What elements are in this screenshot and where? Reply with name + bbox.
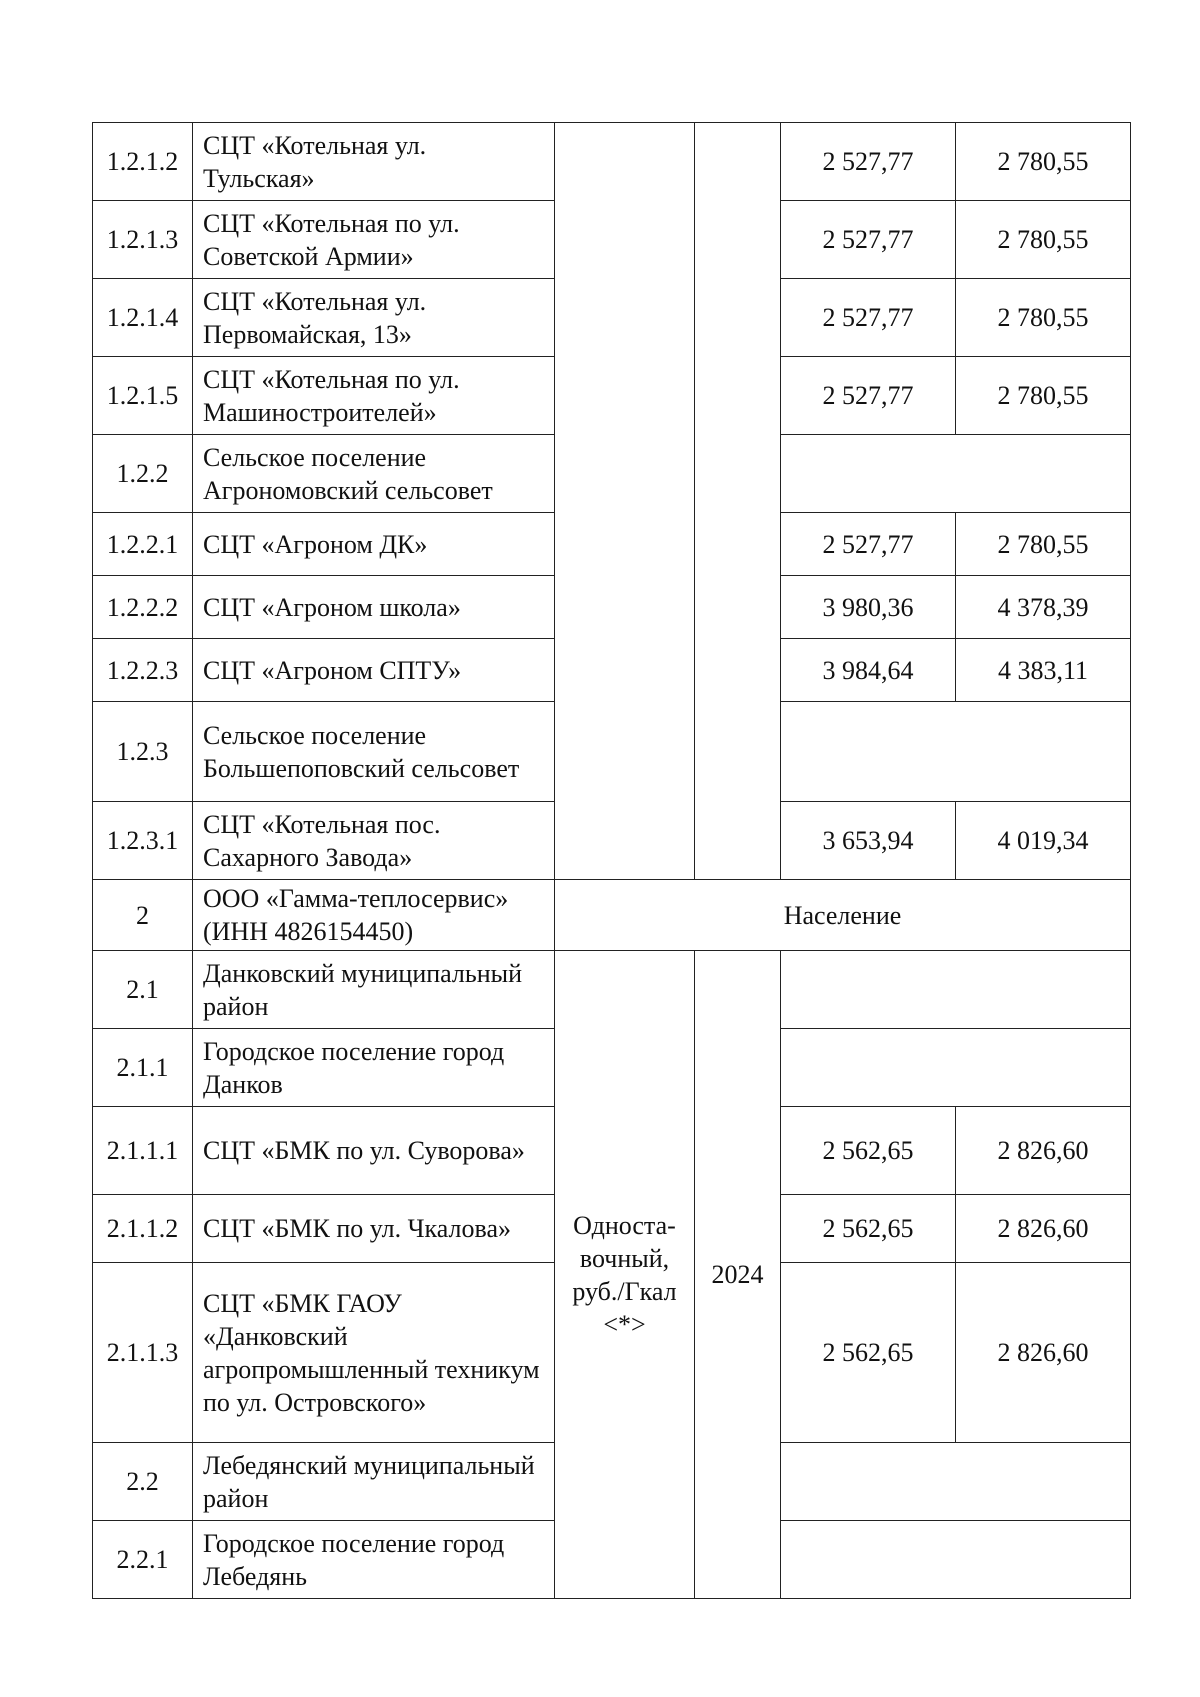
table-row xyxy=(93,123,1131,201)
row-number: 1.2.2 xyxy=(93,435,193,513)
row-name: Лебедянский муниципальный район xyxy=(193,1443,555,1521)
value-2: 2 780,55 xyxy=(956,513,1131,576)
row-number: 2.1.1.3 xyxy=(93,1263,193,1443)
value-cell-empty xyxy=(781,1029,1131,1107)
row-number: 2.1.1.2 xyxy=(93,1195,193,1263)
value-cell-empty xyxy=(781,1521,1131,1599)
value-2: 2 780,55 xyxy=(956,357,1131,435)
table-row xyxy=(93,951,1131,1029)
row-number: 2.1.1 xyxy=(93,1029,193,1107)
tariff-year: 2024 xyxy=(695,951,781,1599)
value-2: 2 780,55 xyxy=(956,201,1131,279)
value-1: 2 562,65 xyxy=(781,1107,956,1195)
value-1: 3 653,94 xyxy=(781,802,956,880)
row-name: СЦТ «Котельная ул. Первомайская, 13» xyxy=(193,279,555,357)
value-2: 4 378,39 xyxy=(956,576,1131,639)
value-1: 2 527,77 xyxy=(781,513,956,576)
value-1: 2 527,77 xyxy=(781,201,956,279)
row-name: СЦТ «Котельная пос. Сахарного Завода» xyxy=(193,802,555,880)
tariff-table xyxy=(92,122,1131,1599)
row-number: 1.2.3 xyxy=(93,702,193,802)
row-name: Данковский муниципальный район xyxy=(193,951,555,1029)
row-name: Городское поселение город Лебедянь xyxy=(193,1521,555,1599)
row-name: СЦТ «Агроном школа» xyxy=(193,576,555,639)
row-number: 2.1.1.1 xyxy=(93,1107,193,1195)
tariff-type: Односта-вочный, руб./Гкал <*> xyxy=(555,951,695,1599)
row-name: Сельское поселение Агрономовский сельсовет xyxy=(193,435,555,513)
value-1: 3 984,64 xyxy=(781,639,956,702)
row-name: СЦТ «БМК по ул. Суворова» xyxy=(193,1107,555,1195)
value-1: 2 562,65 xyxy=(781,1263,956,1443)
value-1: 2 527,77 xyxy=(781,123,956,201)
value-1: 2 562,65 xyxy=(781,1195,956,1263)
row-number: 1.2.2.3 xyxy=(93,639,193,702)
value-1: 2 527,77 xyxy=(781,279,956,357)
row-name: СЦТ «Котельная ул. Тульская» xyxy=(193,123,555,201)
organization-name: ООО «Гамма-теплосервис» (ИНН 4826154450) xyxy=(193,880,555,951)
row-number: 2 xyxy=(93,880,193,951)
value-2: 2 780,55 xyxy=(956,123,1131,201)
organization-row xyxy=(93,880,1131,951)
row-number: 1.2.3.1 xyxy=(93,802,193,880)
row-name: СЦТ «БМК по ул. Чкалова» xyxy=(193,1195,555,1263)
value-2: 2 826,60 xyxy=(956,1195,1131,1263)
row-number: 1.2.1.4 xyxy=(93,279,193,357)
value-1: 3 980,36 xyxy=(781,576,956,639)
row-name: СЦТ «БМК ГАОУ «Данковский агропромышленный техникум по ул. Островского» xyxy=(193,1263,555,1443)
value-2: 4 383,11 xyxy=(956,639,1131,702)
row-number: 2.2.1 xyxy=(93,1521,193,1599)
value-2: 2 826,60 xyxy=(956,1263,1131,1443)
row-number: 1.2.1.2 xyxy=(93,123,193,201)
value-cell-empty xyxy=(781,1443,1131,1521)
consumer-category: Население xyxy=(555,880,1131,951)
row-number: 1.2.2.1 xyxy=(93,513,193,576)
row-number: 2.1 xyxy=(93,951,193,1029)
row-number: 1.2.1.5 xyxy=(93,357,193,435)
value-2: 4 019,34 xyxy=(956,802,1131,880)
row-name: Сельское поселение Большепоповский сельсовет xyxy=(193,702,555,802)
row-name: СЦТ «Котельная по ул. Советской Армии» xyxy=(193,201,555,279)
value-1: 2 527,77 xyxy=(781,357,956,435)
value-2: 2 780,55 xyxy=(956,279,1131,357)
value-cell-empty xyxy=(781,435,1131,513)
year-cell-empty xyxy=(695,123,781,880)
row-number: 2.2 xyxy=(93,1443,193,1521)
row-name: СЦТ «Котельная по ул. Машиностроителей» xyxy=(193,357,555,435)
value-cell-empty xyxy=(781,951,1131,1029)
value-2: 2 826,60 xyxy=(956,1107,1131,1195)
row-name: СЦТ «Агроном СПТУ» xyxy=(193,639,555,702)
value-cell-empty xyxy=(781,702,1131,802)
row-number: 1.2.1.3 xyxy=(93,201,193,279)
row-name: СЦТ «Агроном ДК» xyxy=(193,513,555,576)
row-name: Городское поселение город Данков xyxy=(193,1029,555,1107)
row-number: 1.2.2.2 xyxy=(93,576,193,639)
type-cell-empty xyxy=(555,123,695,880)
